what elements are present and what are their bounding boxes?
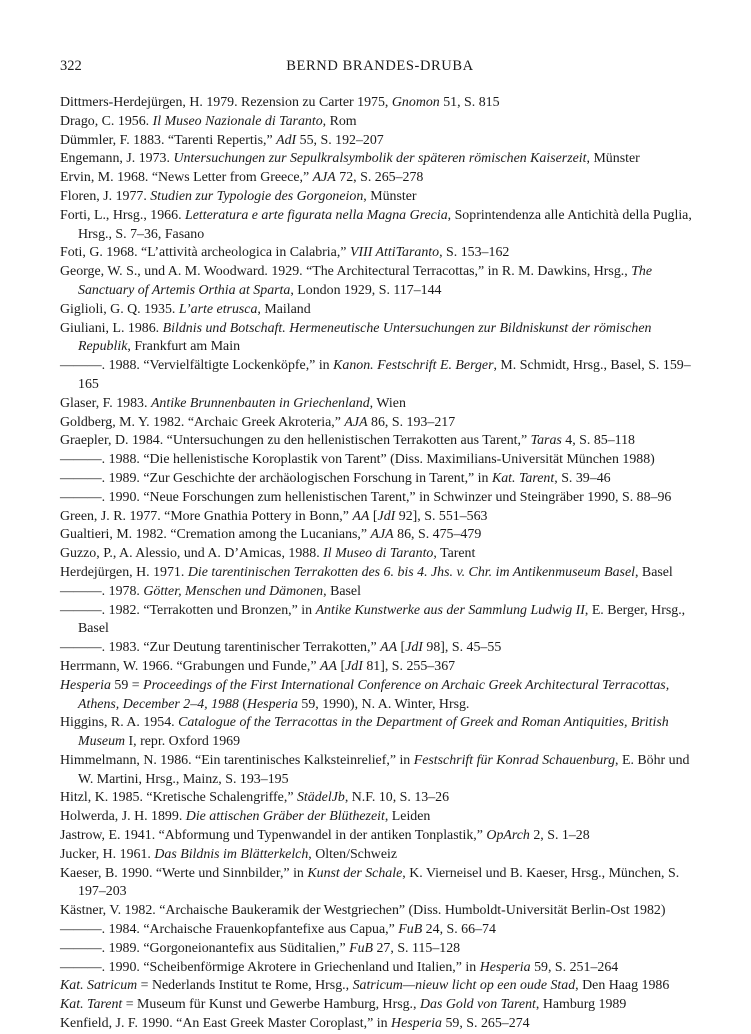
entry-text: Goldberg, M. Y. 1982. “Archaic Greek Akroteria,” [60, 414, 345, 430]
entry-text: Holwerda, J. H. 1899. [60, 809, 186, 825]
bibliography-entry [60, 207, 700, 245]
bibliography-entry [60, 451, 700, 470]
entry-italic-text: AJA [312, 170, 336, 186]
entry-italic-text: Hesperia [246, 696, 298, 712]
entry-text: , Den Haag 1986 [575, 978, 670, 994]
entry-text: 86, S. 193–217 [367, 414, 456, 430]
entry-text: Foti, G. 1968. “L’attività archeologica in Calabria,” [60, 245, 350, 261]
entry-italic-text: Die attischen Gräber der Blüthezeit [185, 809, 385, 825]
entry-text: , Münster [586, 151, 640, 167]
entry-text: ———. 1978. [60, 583, 144, 599]
entry-text: Guzzo, P., A. Alessio, und A. D’Amicas, 1988. [60, 546, 324, 562]
entry-italic-text: VIII AttiTaranto [349, 245, 440, 261]
entry-text: 72, S. 265–278 [335, 170, 424, 186]
entry-text: ———. 1984. “Archaische Frauenkopfantefixe aus Capua,” [60, 922, 399, 938]
entry-text: , Münster [363, 188, 417, 204]
entry-text: ———. 1983. “Zur Deutung tarentinischer Terrakotten,” [60, 640, 381, 656]
entry-italic-text: Untersuchungen zur Sepulkralsymbolik der späteren römischen Kaiserzeit [173, 151, 587, 167]
bibliography-entry [60, 526, 700, 545]
bibliography-entry [60, 564, 700, 583]
entry-italic-text: Das Bildnis im Blätterkelch [154, 846, 309, 862]
entry-italic-text: StädelJb [296, 790, 345, 806]
entry-text: Kenfield, J. F. 1990. “An East Greek Master Coroplast,” in [60, 1016, 392, 1032]
bibliography-entry [60, 583, 700, 602]
entry-text: = Nederlands Institut te Rome, Hrsg., [137, 978, 353, 994]
entry-text: [ [397, 640, 406, 656]
entry-text: [ [337, 658, 346, 674]
entry-italic-text: Il Museo Nazionale di Taranto [152, 113, 323, 129]
bibliography-entry [60, 902, 700, 921]
entry-italic-text: Taras [530, 433, 562, 449]
entry-text: ———. 1988. “Vervielfältigte Lockenköpfe,” in [60, 358, 334, 374]
bibliography-list [60, 94, 700, 1034]
entry-text: ———. 1990. “Scheibenförmige Akrotere in Griechenland und Italien,” in [60, 959, 480, 975]
bibliography-entry [60, 752, 700, 790]
bibliography-entry [60, 827, 700, 846]
entry-text: George, W. S., und A. M. Woodward. 1929. “The Architectural Terracottas,” in R. M. Dawkins, Hrsg., [60, 264, 632, 280]
entry-text: ———. 1988. “Die hellenistische Koroplastik von Tarent” (Diss. Maximilians-Universität München 1988) [60, 452, 655, 468]
entry-text: , Soprintendenza alle Antichità della Puglia, Hrsg., S. 7–36, Fasano [78, 207, 692, 242]
entry-text: , Basel [323, 583, 361, 599]
bibliography-entry [60, 1015, 700, 1034]
entry-text: , Leiden [384, 809, 431, 825]
entry-italic-text: Hesperia [479, 959, 531, 975]
entry-italic-text: Proceedings of the First International Conference on Archaic Greek Architectural Terracottas, Athens, December 2–4, 1988 [78, 677, 670, 712]
entry-italic-text: Kunst der Schale [307, 865, 403, 881]
entry-text: , S. 153–162 [439, 245, 510, 261]
entry-italic-text: Hesperia [391, 1016, 442, 1032]
entry-italic-text: Antike Kunstwerke aus der Sammlung Ludwig II [315, 602, 585, 618]
entry-text: 81], S. 255–367 [362, 658, 456, 674]
bibliography-entry [60, 977, 700, 996]
entry-italic-text: FuB [398, 922, 423, 938]
bibliography-entry [60, 545, 700, 564]
entry-italic-text: Kat. Tarent [60, 997, 123, 1013]
entry-italic-text: AA [380, 640, 398, 656]
entry-italic-text: The Sanctuary of Artemis Orthia at Sparta [78, 264, 653, 298]
entry-text: ———. 1982. “Terrakotten und Bronzen,” in [60, 602, 316, 618]
entry-italic-text: Kat. Satricum [60, 978, 138, 994]
entry-text: I, repr. Oxford 1969 [125, 734, 241, 750]
bibliography-entry [60, 169, 700, 188]
bibliography-entry [60, 846, 700, 865]
entry-italic-text: Götter, Menschen und Dämonen [143, 583, 324, 599]
entry-text: Floren, J. 1977. [60, 188, 151, 204]
bibliography-entry [60, 996, 700, 1015]
bibliography-entry [60, 244, 700, 263]
entry-text: Ervin, M. 1968. “News Letter from Greece,” [60, 170, 313, 186]
entry-italic-text: Catalogue of the Terracottas in the Department of Greek and Roman Antiquities, British Museum [78, 715, 669, 750]
entry-text: Herrmann, W. 1966. “Grabungen und Funde,” [60, 658, 321, 674]
entry-italic-text: JdI [345, 658, 363, 674]
page-header [60, 58, 700, 78]
entry-text: Himmelmann, N. 1986. “Ein tarentinisches Kalksteinrelief,” in [60, 752, 414, 768]
entry-italic-text: Letteratura e arte figurata nella Magna Grecia [185, 207, 448, 223]
entry-italic-text: Hesperia [60, 677, 111, 693]
entry-italic-text: AJA [344, 414, 368, 430]
entry-text: 59, S. 251–264 [530, 959, 619, 975]
entry-italic-text: Antike Brunnenbauten in Griechenland [150, 395, 370, 411]
entry-italic-text: JdI [377, 508, 396, 524]
entry-text: , N.F. 10, S. 13–26 [344, 790, 450, 806]
bibliography-entry [60, 94, 700, 113]
entry-italic-text: Kat. Tarent [491, 470, 555, 486]
entry-italic-text: AA [352, 508, 370, 524]
entry-text: ———. 1989. “Zur Geschichte der archäologischen Forschung in Tarent,” in [60, 470, 492, 486]
entry-text: ———. 1989. “Gorgoneionantefix aus Süditalien,” [60, 940, 350, 956]
entry-text: , E. Berger, Hrsg., Basel [78, 602, 686, 637]
bibliography-entry [60, 602, 700, 640]
entry-text: Green, J. R. 1977. “More Gnathia Pottery in Bonn,” [60, 508, 353, 524]
entry-text: , E. Böhr und W. Martini, Hrsg., Mainz, S. 193–195 [78, 752, 690, 787]
bibliography-entry [60, 808, 700, 827]
bibliography-entry [60, 921, 700, 940]
entry-italic-text: OpArch [486, 828, 530, 844]
entry-text: Dittmers-Herdejürgen, H. 1979. Rezension zu Carter 1975, [60, 95, 392, 110]
entry-text: Drago, C. 1956. [60, 113, 153, 129]
entry-text: Kaeser, B. 1990. “Werte und Sinnbilder,” in [60, 865, 308, 881]
bibliography-entry [60, 357, 700, 395]
entry-text: , London 1929, S. 117–144 [290, 282, 442, 298]
entry-italic-text: Die tarentinischen Terrakotten des 6. bis 4. Jhs. v. Chr. im Antikenmuseum Basel [187, 564, 635, 580]
bibliography-entry [60, 432, 700, 451]
running-head: BERND BRANDES-DRUBA [286, 58, 474, 74]
entry-text: , Basel [634, 564, 673, 580]
bibliography-entry [60, 395, 700, 414]
entry-text: Glaser, F. 1983. [60, 395, 151, 411]
entry-text: Graepler, D. 1984. “Untersuchungen zu den hellenistischen Terrakotten aus Tarent,” [60, 433, 531, 449]
page-number: 322 [60, 58, 82, 74]
entry-text: 24, S. 66–74 [422, 922, 496, 938]
entry-italic-text: Kanon. Festschrift E. Berger [333, 358, 494, 374]
bibliography-entry [60, 940, 700, 959]
entry-text: , Hamburg 1989 [535, 997, 627, 1013]
entry-text: Jucker, H. 1961. [60, 846, 155, 862]
entry-text: 27, S. 115–128 [373, 940, 461, 956]
bibliography-entry [60, 959, 700, 978]
entry-italic-text: Il Museo di Taranto [323, 546, 434, 562]
entry-text: Hitzl, K. 1985. “Kretische Schalengriffe,” [60, 790, 297, 806]
entry-italic-text: AA [320, 658, 337, 674]
entry-text: Dümmler, F. 1883. “Tarenti Repertis,” [60, 132, 277, 148]
entry-text: , Frankfurt am Main [127, 339, 241, 355]
entry-italic-text: FuB [349, 940, 374, 956]
entry-text: 4, S. 85–118 [561, 433, 636, 449]
bibliography-entry [60, 301, 700, 320]
bibliography-entry [60, 188, 700, 207]
entry-text: , Wien [369, 395, 406, 411]
entry-text: , Mailand [257, 301, 311, 317]
entry-italic-text: Gnomon [391, 95, 440, 110]
bibliography-entry [60, 113, 700, 132]
entry-text: 51, S. 815 [439, 95, 500, 110]
bibliography-entry [60, 714, 700, 752]
entry-text: Jastrow, E. 1941. “Abformung und Typenwandel in der antiken Tonplastik,” [60, 828, 487, 844]
bibliography-entry [60, 132, 700, 151]
entry-text: 92], S. 551–563 [395, 508, 488, 524]
entry-italic-text: AdI [276, 132, 297, 148]
entry-text: , M. Schmidt, Hrsg., Basel, S. 159–165 [78, 358, 691, 392]
entry-text: [ [369, 508, 378, 524]
entry-text: Giglioli, G. Q. 1935. [60, 301, 179, 317]
entry-italic-text: AJA [370, 527, 394, 543]
entry-italic-text: Das Gold von Tarent [419, 997, 536, 1013]
entry-text: 59, S. 265–274 [441, 1016, 530, 1032]
entry-italic-text: Satricum—nieuw licht op een oude Stad [352, 978, 576, 994]
entry-text: 2, S. 1–28 [529, 828, 590, 844]
bibliography-entry [60, 150, 700, 169]
entry-italic-text: JdI [405, 640, 423, 656]
entry-italic-text: Bildnis und Botschaft. Hermeneutische Untersuchungen zur Bildniskunst der römischen Republik [78, 320, 652, 355]
entry-text: = Museum für Kunst und Gewerbe Hamburg, Hrsg., [122, 997, 420, 1013]
entry-text: , S. 39–46 [554, 470, 611, 486]
entry-text: 86, S. 475–479 [393, 527, 482, 543]
entry-italic-text: L’arte etrusca [178, 301, 258, 317]
entry-text: Forti, L., Hrsg., 1966. [60, 207, 186, 223]
entry-text: Kästner, V. 1982. “Archaische Baukeramik der Westgriechen” (Diss. Humboldt-Universität Berlin-Ost 1982) [60, 903, 666, 919]
entry-text: ———. 1990. “Neue Forschungen zum hellenistischen Tarent,” in Schwinzer und Steingräber 1990, S. 88–96 [60, 489, 672, 505]
bibliography-entry [60, 489, 700, 508]
entry-text: , Rom [322, 113, 357, 129]
entry-text: Engemann, J. 1973. [60, 151, 174, 167]
bibliography-entry [60, 508, 700, 527]
entry-text: , K. Vierneisel und B. Kaeser, Hrsg., München, S. 197–203 [78, 865, 680, 900]
bibliography-entry [60, 414, 700, 433]
entry-text: Giuliani, L. 1986. [60, 320, 163, 336]
entry-text: Higgins, R. A. 1954. [60, 715, 179, 731]
bibliography-entry [60, 639, 700, 658]
bibliography-entry [60, 865, 700, 903]
bibliography-entry [60, 658, 700, 677]
bibliography-entry [60, 470, 700, 489]
entry-text: 59, 1990), N. A. Winter, Hrsg. [297, 696, 470, 712]
bibliography-entry [60, 789, 700, 808]
entry-text: 98], S. 45–55 [422, 640, 502, 656]
bibliography-entry [60, 320, 700, 358]
entry-text: , Olten/Schweiz [308, 846, 398, 862]
bibliography-entry [60, 677, 700, 715]
entry-italic-text: Festschrift für Konrad Schauenburg [413, 752, 616, 768]
bibliography-entry [60, 263, 700, 301]
entry-text: 55, S. 192–207 [296, 132, 384, 148]
entry-text: Gualtieri, M. 1982. “Cremation among the Lucanians,” [60, 527, 371, 543]
entry-text: 59 = [110, 677, 144, 693]
entry-text: , Tarent [433, 546, 476, 562]
entry-text: ( [238, 696, 247, 712]
entry-text: Herdejürgen, H. 1971. [60, 564, 188, 580]
entry-italic-text: Studien zur Typologie des Gorgoneion [150, 188, 364, 204]
